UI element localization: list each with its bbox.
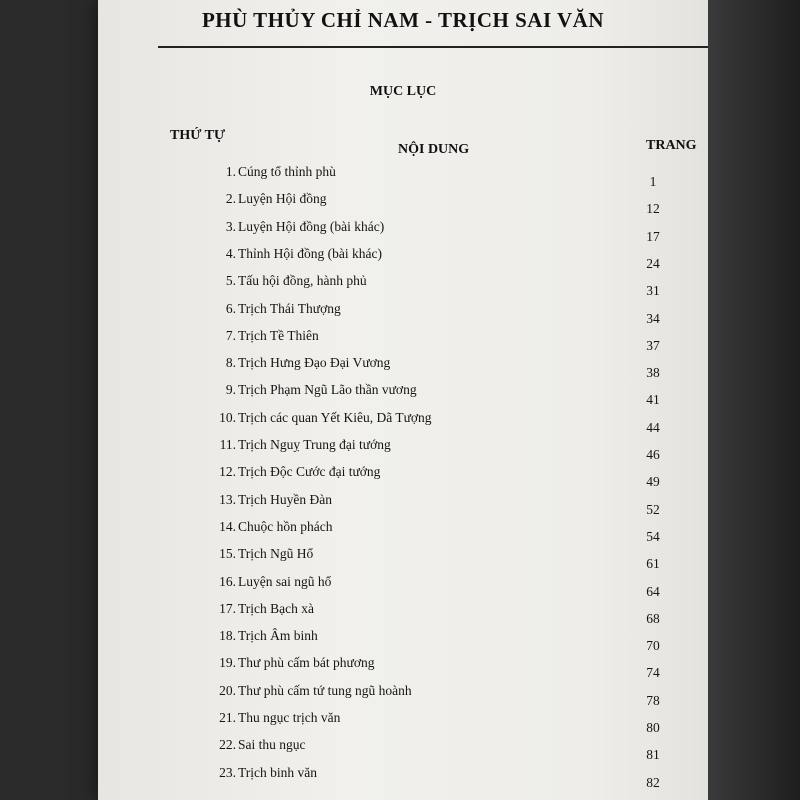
toc-entry-page: 24	[646, 255, 660, 271]
toc-entry-title: Thu ngục trịch văn	[238, 710, 341, 725]
book-page	[98, 0, 708, 800]
toc-entry-title: Cúng tổ thỉnh phù	[238, 164, 336, 179]
toc-entry-page: 1	[649, 174, 657, 189]
toc-entry-number: 10.	[219, 409, 236, 425]
toc-entry-title: Trịch Hưng Đạo Đại Vương	[238, 355, 391, 371]
toc-entry-page: 68	[646, 610, 660, 626]
toc-entry-title: Thỉnh Hội đồng (bài khác)	[238, 245, 382, 261]
toc-entry-title: Trịch các quan Yết Kiêu, Dã Tượng	[238, 409, 432, 425]
toc-entry-title: Trịch Âm binh	[238, 628, 318, 644]
toc-entry-page: 46	[646, 447, 660, 462]
toc-entry-number: 19.	[219, 655, 236, 671]
toc-entry-title: Chuộc hồn phách	[238, 518, 333, 534]
toc-entry-page: 80	[646, 720, 660, 735]
toc-entry	[98, 765, 708, 791]
toc-entry-page: 37	[646, 337, 660, 353]
toc-entry-title: Sai thu ngục	[238, 737, 306, 753]
toc-entry	[98, 710, 708, 736]
toc-entry	[98, 382, 708, 408]
toc-entry-number: 20.	[219, 682, 236, 698]
col-header-content: NỘI DUNG	[398, 142, 470, 157]
toc-entry-title: Trịch Thái Thượng	[238, 300, 341, 316]
toc-entry	[98, 191, 708, 217]
toc-entry-title: Trịch binh văn	[238, 764, 318, 780]
toc-entry	[98, 655, 708, 681]
toc-entry-title: Trịch Bạch xà	[238, 600, 314, 616]
toc-entry-title: Trịch Ngũ Hổ	[238, 546, 314, 562]
toc-entry-number: 13.	[219, 491, 236, 507]
toc-entry-page: 49	[646, 474, 660, 490]
toc-entry-page: 12	[646, 201, 660, 217]
toc-entry	[98, 737, 708, 763]
toc-entry-title: Tấu hội đồng, hành phủ	[238, 273, 367, 289]
toc-entry-title: Trịch Tề Thiên	[238, 327, 319, 343]
toc-heading: MỤC LỤC	[369, 84, 437, 99]
toc-entry-page: 41	[646, 392, 660, 408]
toc-entry-title: Thư phù cấm bát phương	[238, 655, 375, 671]
toc-entry	[98, 328, 708, 354]
toc-entry-number: 16.	[219, 573, 236, 589]
toc-entry	[98, 164, 708, 190]
toc-entry	[98, 273, 708, 299]
toc-entry-page: 64	[646, 583, 660, 599]
toc-entry-number: 17.	[219, 600, 236, 616]
toc-entry-page: 61	[646, 556, 660, 572]
toc-entry-page: 52	[646, 501, 660, 517]
toc-entry-page: 38	[646, 365, 660, 381]
toc-entry-page: 17	[646, 228, 660, 244]
toc-entry-number: 4.	[225, 245, 236, 261]
toc-entry-number: 12.	[219, 464, 236, 480]
toc-entry-title: Trịch Độc Cước đại tướng	[238, 464, 381, 480]
toc-entry-page: 78	[646, 692, 660, 708]
toc-entry	[98, 628, 708, 654]
toc-entry-page: 34	[646, 310, 660, 326]
toc-entry	[98, 683, 708, 709]
toc-entry-page: 82	[646, 774, 660, 790]
toc-entry	[98, 301, 708, 327]
toc-entry	[98, 546, 708, 572]
toc-entry-number: 3.	[225, 218, 236, 234]
col-header-number: THỨ TỰ	[170, 128, 226, 143]
toc-entry-number: 8.	[225, 355, 236, 371]
toc-entry-page: 74	[646, 665, 660, 681]
toc-entry-title: Luyện sai ngũ hổ	[238, 573, 332, 589]
toc-entry-title: Trịch Phạm Ngũ Lão thần vương	[238, 382, 417, 398]
header-rule	[158, 46, 708, 48]
toc-entry	[98, 246, 708, 272]
toc-entry	[98, 519, 708, 545]
toc-entry	[98, 464, 708, 490]
toc-entry-title: Luyện Hội đồng (bài khác)	[238, 218, 385, 234]
toc-entry-number: 9.	[225, 382, 236, 398]
toc-entry-number: 11.	[219, 437, 236, 452]
toc-entry-number: 22.	[219, 737, 236, 753]
toc-entry	[98, 574, 708, 600]
col-header-page: TRANG	[646, 138, 697, 153]
toc-entry-number: 21.	[219, 710, 236, 725]
toc-entry	[98, 410, 708, 436]
toc-entry-title: Luyện Hội đồng	[238, 191, 327, 207]
toc-entry-number: 7.	[225, 327, 236, 343]
background-dark	[708, 0, 800, 800]
toc-entry-number: 15.	[219, 546, 236, 562]
toc-entry-page: 70	[646, 638, 660, 654]
toc-entry	[98, 601, 708, 627]
toc-entry	[98, 437, 708, 463]
toc-entry-page: 54	[646, 528, 660, 544]
page-header-title: PHÙ THỦY CHỈ NAM - TRỊCH SAI VĂN	[201, 8, 604, 32]
toc-entry-number: 1.	[225, 164, 236, 179]
toc-entry-title: Trịch Nguỵ Trung đại tướng	[238, 437, 391, 452]
toc-entry-number: 14.	[219, 518, 236, 534]
toc-entry-number: 18.	[219, 628, 236, 644]
toc-entry-number: 5.	[225, 273, 236, 289]
toc-entry-page: 81	[646, 747, 660, 763]
toc-entry-title: Trịch Huyền Đàn	[238, 491, 332, 507]
toc-entry-number: 2.	[225, 191, 236, 207]
toc-entry	[98, 219, 708, 245]
toc-entry-page: 31	[646, 283, 660, 299]
toc-entry-number: 6.	[225, 300, 236, 316]
toc-entry	[98, 355, 708, 381]
toc-entry-page: 44	[646, 419, 660, 435]
toc-entry-number: 23.	[219, 764, 236, 780]
toc-entry	[98, 492, 708, 518]
toc-entry-title: Thư phù cấm tứ tung ngũ hoành	[238, 682, 412, 698]
